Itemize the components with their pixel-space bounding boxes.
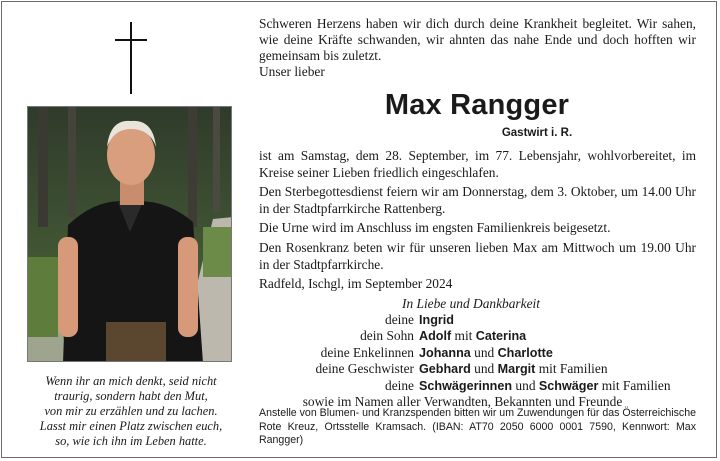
poem-line: traurig, sondern habt den Mut, [54,389,208,403]
mourner-names [419,312,696,328]
mourner-names [419,361,696,377]
mourner-connector: mit Familien [598,377,671,393]
urn-paragraph: Die Urne wird im Anschluss im engsten Familienkreis beigesetzt. [259,220,611,235]
mourner-relation: dein Sohn [360,328,414,344]
mourner-relation: deine Enkelinnen [320,344,414,360]
funeral-service-paragraph: Den Sterbegottesdienst feiern wir am Donnerstag, dem 3. Oktober, um 14.00 Uhr in der Stadtpfarrkirche Rattenberg. [259,184,696,216]
mourner-row [259,361,696,377]
mourner-name: Caterina [475,329,527,344]
death-paragraph: ist am Samstag, dem 28. September, im 77. Lebensjahr, wohlvorbereitet, im Kreise seiner Lieben friedlich eingeschlafen. [259,148,696,180]
mourners-list [259,312,696,409]
mourner-row [259,328,696,344]
intro-text: Schweren Herzens haben wir dich durch deine Krankheit begleitet. Wir sahen, wie deine Kräfte schwanden, wir ahnten das nahe Ende und doch hofften wir gemeinsam bis zuletzt. [259,16,696,63]
mourner-connector: und [470,361,498,377]
mourner-relation: deine Geschwister [315,361,414,377]
cross-icon [115,22,147,94]
poem-line: Wenn ihr an mich denkt, seid nicht [45,374,217,388]
mourner-connector: mit Familien [535,361,608,377]
portrait-photo [27,106,232,362]
mourner-name: Gebhard [419,362,471,377]
place-date: Radfeld, Ischgl, im September 2024 [259,276,453,291]
mourner-name: Margit [497,362,536,377]
obituary-notice [1,1,717,458]
rosary-paragraph: Den Rosenkranz beten wir für unseren lieben Max am Mittwoch um 19.00 Uhr in der Stadtpfarrkirche. [259,240,696,272]
mourner-row [259,378,696,394]
poem-line: Lasst mir einen Platz zwischen euch, [39,419,223,433]
mourner-row [259,312,696,328]
mourner-names [419,328,696,344]
mourner-names [419,345,696,361]
poem-line: von mir zu erzählen und zu lachen. [44,404,218,418]
mourner-relation: deine [385,377,414,393]
deceased-name: Max Rangger [384,89,570,121]
mourner-connector: mit [451,328,476,344]
donation-footnote: Anstelle von Blumen- und Kranzspenden bitten wir um Zuwendungen für das Österreichische Rote Kreuz, Ortsstelle Kramsach. (IBAN: AT70 2050 6000 0001 7590, Kennwort: Max Rangger) [259,407,696,446]
mourner-names [419,378,696,394]
grief-heading: In Liebe und Dankbarkeit [402,296,540,311]
mourner-name: Ingrid [419,313,454,327]
mourner-relation: deine [385,312,414,327]
poem-line: so, wie ich ihn im Leben hatte. [55,434,207,448]
mourner-name: Adolf [419,329,452,344]
deceased-title: Gastwirt i. R. [501,127,573,139]
intro-lead: Unser lieber [259,64,325,79]
mourner-row [259,345,696,361]
mourner-connector: und [470,344,498,360]
mourner-name: Johanna [419,345,471,360]
memorial-poem [20,374,242,449]
mourner-name: Schwäger [538,378,599,393]
mourners-tail: sowie im Namen aller Verwandten, Bekannten und Freunde [302,394,623,410]
mourner-connector: und [512,377,539,393]
mourner-name: Schwägerinnen [419,378,513,393]
mourner-name: Charlotte [497,345,553,360]
